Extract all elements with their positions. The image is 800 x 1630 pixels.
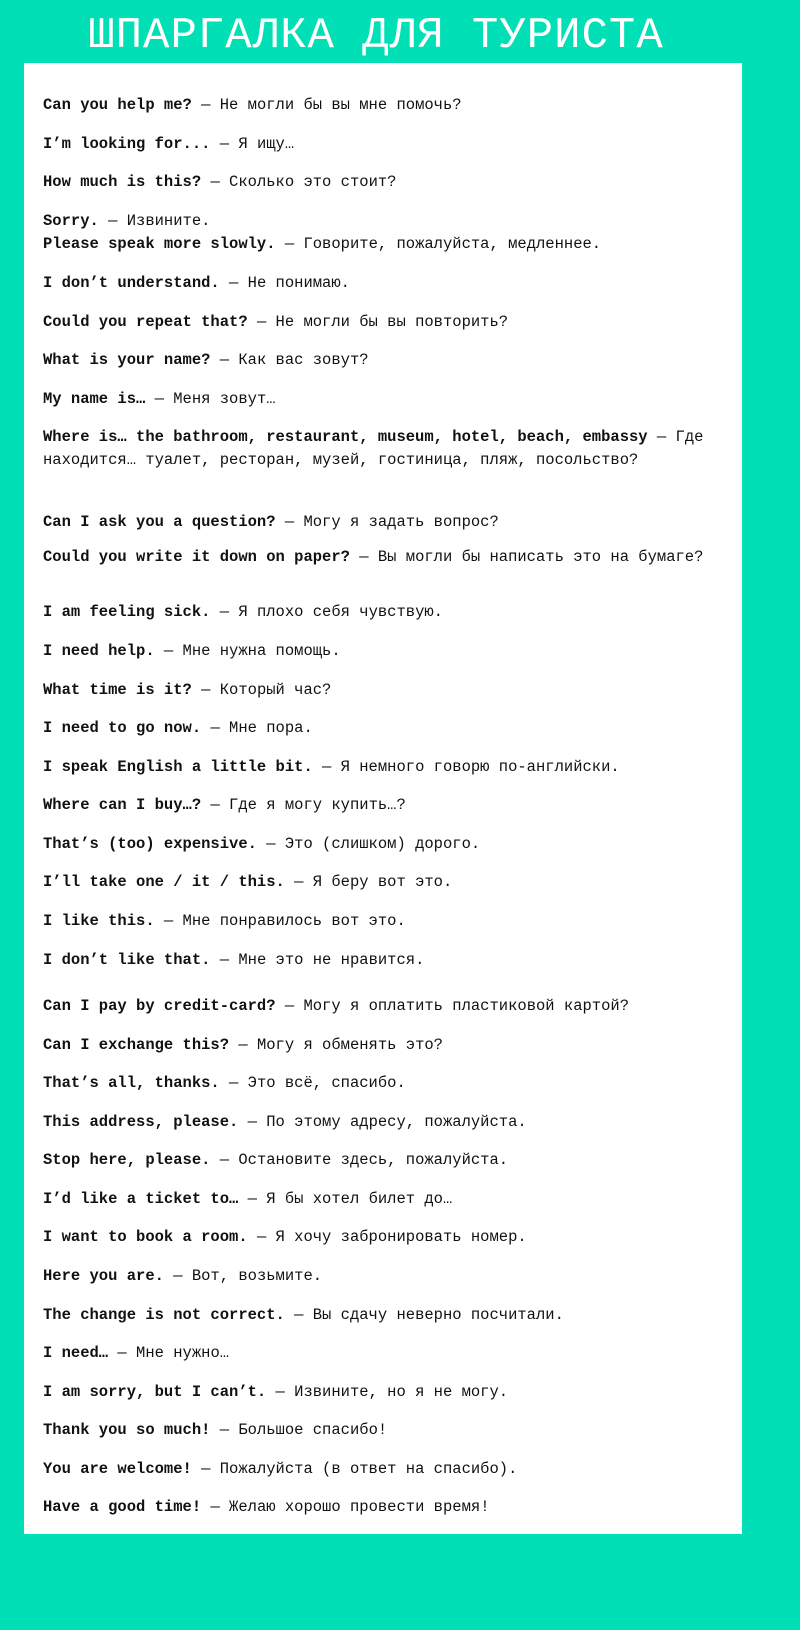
phrase-item [43, 794, 723, 817]
phrase-item [43, 1496, 723, 1519]
phrase-russian: Не могли бы вы повторить? [275, 313, 509, 331]
phrase-item [43, 94, 723, 117]
phrase-russian: Я беру вот это. [312, 873, 453, 891]
phrase-russian: Как вас зовут? [238, 351, 369, 369]
phrase-english: I don’t like that. [43, 951, 211, 969]
phrase-english: The change is not correct. [43, 1306, 285, 1324]
phrase-russian: Пожалуйста (в ответ на спасибо). [219, 1460, 518, 1478]
phrase-english: You are welcome! [43, 1460, 192, 1478]
phrase-english: Thank you so much! [43, 1421, 211, 1439]
phrase-separator: — [201, 173, 230, 191]
phrase-english: I’d like a ticket to… [43, 1190, 239, 1208]
phrase-item [43, 311, 723, 334]
phrase-english: I’ll take one / it / this. [43, 873, 285, 891]
phrase-english: I want to book a room. [43, 1228, 248, 1246]
phrase-item [43, 133, 723, 156]
phrase-russian: Желаю хорошо провести время! [229, 1498, 490, 1516]
phrase-separator: — [210, 1421, 239, 1439]
phrase-russian: Могу я обменять это? [256, 1036, 443, 1054]
phrase-item [43, 871, 723, 894]
phrase-russian: Я плохо себя чувствую. [238, 603, 443, 621]
phrase-item [43, 601, 723, 624]
phrase-russian: Могу я задать вопрос? [303, 513, 499, 531]
phrase-russian: Мне понравилось вот это. [182, 912, 406, 930]
phrase-item [43, 995, 723, 1018]
phrase-item [43, 1342, 723, 1365]
phrase-russian: Сколько это стоит? [229, 173, 397, 191]
phrase-item [43, 949, 723, 972]
phrase-separator: — [247, 1228, 276, 1246]
phrase-russian: Мне это не нравится. [238, 951, 425, 969]
phrase-separator: — [154, 642, 183, 660]
phrase-item [43, 1034, 723, 1057]
phrase-separator: — [219, 274, 248, 292]
phrase-separator: — [201, 1498, 230, 1516]
phrase-separator: — [108, 1344, 137, 1362]
phrase-separator: — [312, 758, 341, 776]
phrase-item [43, 388, 723, 411]
phrase-separator: — [163, 1267, 192, 1285]
phrase-english: That’s all, thanks. [43, 1074, 220, 1092]
phrase-russian: Я хочу забронировать номер. [275, 1228, 527, 1246]
phrase-russian: Вот, возьмите. [191, 1267, 323, 1285]
phrase-english: Stop here, please. [43, 1151, 211, 1169]
phrase-separator: — [154, 912, 183, 930]
phrase-english: Could you write it down on paper? [43, 548, 350, 566]
phrase-english: Where can I buy…? [43, 796, 202, 814]
phrase-separator: — [247, 313, 276, 331]
phrase-english: Please speak more slowly. [43, 235, 276, 253]
phrase-separator: — [98, 212, 127, 230]
phrase-russian: Извините, но я не могу. [294, 1383, 509, 1401]
phrase-item [43, 679, 723, 702]
phrase-english: I am feeling sick. [43, 603, 211, 621]
phrase-english: I don’t understand. [43, 274, 220, 292]
phrase-russian: Извините. [126, 212, 211, 230]
phrase-item [43, 1226, 723, 1249]
phrase-item [43, 910, 723, 933]
phrase-item [43, 833, 723, 856]
phrase-russian: Не понимаю. [247, 274, 350, 292]
phrase-separator: — [145, 390, 174, 408]
phrase-russian: Мне нужна помощь. [182, 642, 341, 660]
phrase-item [43, 426, 723, 472]
phrase-separator: — [284, 1306, 313, 1324]
phrase-english: I am sorry, but I can’t. [43, 1383, 267, 1401]
phrase-item [43, 640, 723, 663]
phrase-english: This address, please. [43, 1113, 239, 1131]
phrase-russian: По этому адресу, пожалуйста. [266, 1113, 527, 1131]
phrase-russian: Большое спасибо! [238, 1421, 388, 1439]
phrase-item [43, 1188, 723, 1211]
phrase-item [43, 1458, 723, 1481]
phrase-separator: — [219, 1074, 248, 1092]
phrase-english: What time is it? [43, 681, 192, 699]
phrase-separator: — [201, 796, 230, 814]
phrase-separator: — [201, 719, 230, 737]
phrase-russian: Мне нужно… [136, 1344, 230, 1362]
phrase-separator: — [647, 428, 676, 446]
phrase-russian: Не могли бы вы мне помочь? [219, 96, 462, 114]
phrase-item [43, 717, 723, 740]
phrase-separator: — [349, 548, 378, 566]
phrase-russian: Это (слишком) дорого. [284, 835, 481, 853]
phrase-english: Have a good time! [43, 1498, 202, 1516]
phrase-separator: — [210, 1151, 239, 1169]
phrase-separator: — [191, 96, 220, 114]
phrase-russian: Я ищу… [238, 135, 295, 153]
phrase-russian: Это всё, спасибо. [247, 1074, 406, 1092]
phrase-english: Sorry. [43, 212, 99, 230]
phrase-separator: — [210, 135, 239, 153]
phrase-separator: — [191, 1460, 220, 1478]
phrase-item [43, 1304, 723, 1327]
phrase-english: Could you repeat that? [43, 313, 248, 331]
phrase-english: Can I pay by credit-card? [43, 997, 276, 1015]
phrase-english: I speak English a little bit. [43, 758, 313, 776]
phrase-english: Can I ask you a question? [43, 513, 276, 531]
phrase-separator: — [284, 873, 313, 891]
phrase-separator: — [256, 835, 285, 853]
phrase-separator: — [191, 681, 220, 699]
phrase-item [43, 349, 723, 372]
phrase-separator: — [275, 997, 304, 1015]
phrase-item [43, 1111, 723, 1134]
phrase-item [43, 1381, 723, 1404]
phrase-separator: — [210, 603, 239, 621]
phrase-russian: Могу я оплатить пластиковой картой? [303, 997, 630, 1015]
phrase-russian: Вы сдачу неверно посчитали. [312, 1306, 564, 1324]
phrase-separator: — [238, 1190, 267, 1208]
phrase-english: That’s (too) expensive. [43, 835, 257, 853]
phrase-item [43, 1149, 723, 1172]
phrase-english: Can I exchange this? [43, 1036, 230, 1054]
phrase-russian: Я немного говорю по-английски. [340, 758, 620, 776]
phrase-english: Can you help me? [43, 96, 192, 114]
phrase-russian: Мне пора. [229, 719, 313, 737]
phrase-russian: Говорите, пожалуйста, медленнее. [303, 235, 602, 253]
phrase-separator: — [275, 513, 304, 531]
phrase-item [43, 233, 723, 256]
phrase-item [43, 272, 723, 295]
phrase-english: I’m looking for... [43, 135, 211, 153]
phrase-item [43, 171, 723, 194]
phrase-separator: — [210, 351, 239, 369]
phrase-english: Here you are. [43, 1267, 164, 1285]
phrase-item [43, 511, 723, 534]
phrase-russian: Остановите здесь, пожалуйста. [238, 1151, 509, 1169]
phrase-russian: Где находится… туалет, ресторан, музей, гостиница, пляж, посольство? [43, 428, 704, 469]
phrase-separator: — [210, 951, 239, 969]
phrase-card [24, 63, 742, 1534]
phrase-item [43, 1419, 723, 1442]
page-title: ШПАРГАЛКА ДЛЯ ТУРИСТА [88, 11, 664, 61]
phrase-item [43, 210, 723, 233]
phrase-item [43, 756, 723, 779]
phrase-english: What is your name? [43, 351, 211, 369]
phrase-english: Where is… the bathroom, restaurant, museum, hotel, beach, embassy [43, 428, 648, 446]
phrase-english: How much is this? [43, 173, 202, 191]
phrase-russian: Вы могли бы написать это на бумаге? [377, 548, 704, 566]
phrase-separator: — [266, 1383, 295, 1401]
phrase-item [43, 549, 723, 566]
phrase-item [43, 1265, 723, 1288]
phrase-russian: Который час? [219, 681, 332, 699]
phrase-separator: — [275, 235, 304, 253]
phrase-russian: Меня зовут… [173, 390, 276, 408]
phrase-russian: Где я могу купить…? [229, 796, 406, 814]
phrase-english: I like this. [43, 912, 155, 930]
phrase-english: I need to go now. [43, 719, 202, 737]
phrase-russian: Я бы хотел билет до… [266, 1190, 453, 1208]
phrase-english: I need help. [43, 642, 155, 660]
phrase-separator: — [229, 1036, 257, 1054]
phrase-separator: — [238, 1113, 267, 1131]
phrase-item [43, 1072, 723, 1095]
phrase-english: My name is… [43, 390, 146, 408]
phrase-english: I need… [43, 1344, 109, 1362]
